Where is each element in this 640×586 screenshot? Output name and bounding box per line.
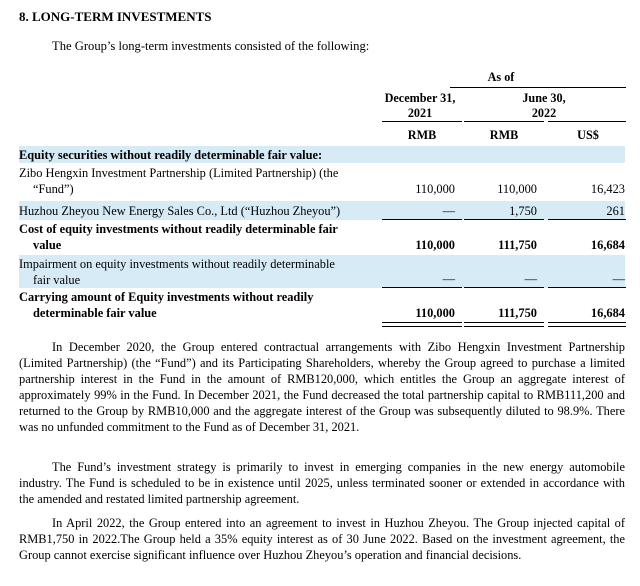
value-dec-2021: — [442, 272, 455, 286]
total-double-rule [464, 322, 544, 327]
value-jun-2022-usd: — [612, 272, 625, 286]
header-rule [450, 87, 626, 88]
col-jun-2022-header: June 30, 2022 [522, 91, 566, 120]
table-row [19, 221, 625, 255]
currency-rmb-1: RMB [407, 128, 437, 142]
col-dec-2021-header: December 31, 2021 [384, 91, 456, 120]
value-jun-2022-rmb: — [524, 272, 537, 286]
paragraph-fund-strategy: The Fund’s investment strategy is primarily to invest in emerging companies in the new energy automobile industry. The Fund is scheduled to be in existence until 2025, unless terminated sooner or extended in accordance with the amended and restated limited partnership agreement. [19, 460, 625, 506]
paragraph-huzhou-investment: In April 2022, the Group entered into an agreement to invest in Huzhou Zheyou. The Group injected capital of RMB1,750 in 2022.The Group held a 35% equity interest as of 30 June 2022. Based on the investment agreement, the Group cannot exercise significant influence over Huzhou Zheyou’s operation and financial decisions. [19, 516, 625, 562]
as-of-header: As of [487, 70, 515, 84]
value-dec-2021: — [442, 204, 455, 218]
table-row [19, 201, 625, 220]
value-dec-2021: 110,000 [415, 306, 455, 320]
currency-usd: US$ [577, 128, 599, 142]
row-label: Carrying amount of Equity investments without readily determinable fair value [19, 290, 314, 320]
row-label: Zibo Hengxin Investment Partnership (Limited Partnership) (the “Fund”) [19, 166, 339, 196]
table-row [19, 165, 625, 199]
paragraph-fund-arrangement: In December 2020, the Group entered contractual arrangements with Zibo Hengxin Investment Partnership (Limited Partnership) (the “Fund”) and its Participating Shareholders, whereby the Group agreed to purchase a limited partnership interest in the Fund in the amount of RMB120,000, which entitles the Group an aggregate interest of approximately 99% in the Fund. In December 2021, the Fund decreased the total partnership capital to RMB111,200 and returned to the Group by RMB10,000 and the aggregate interest of the Group was subsequently diluted to 98.9%. There was no unfunded commitment to the Fund as of December 31, 2021. [19, 340, 625, 434]
value-jun-2022-rmb: 111,750 [498, 238, 537, 252]
section-intro: The Group’s long-term investments consisted of the following: [52, 39, 370, 53]
table-row [19, 146, 625, 163]
value-jun-2022-rmb: 1,750 [509, 204, 537, 218]
value-dec-2021: 110,000 [415, 238, 455, 252]
row-label: Impairment on equity investments without readily determinable fair value [19, 257, 335, 287]
currency-rmb-2: RMB [489, 128, 519, 142]
table-row [19, 289, 625, 323]
value-jun-2022-rmb: 110,000 [497, 182, 537, 196]
value-jun-2022-usd: 16,423 [590, 182, 625, 196]
total-double-rule [548, 322, 626, 327]
value-jun-2022-usd: 261 [606, 204, 625, 218]
total-double-rule [382, 322, 462, 327]
col3-rule [548, 121, 626, 122]
value-jun-2022-rmb: 111,750 [498, 306, 537, 320]
value-dec-2021: 110,000 [415, 182, 455, 196]
col2-rule [464, 121, 544, 122]
section-heading: 8. LONG-TERM INVESTMENTS [19, 9, 212, 24]
value-jun-2022-usd: 16,684 [590, 238, 625, 252]
table-row [19, 255, 625, 288]
row-label: Cost of equity investments without readily determinable fair value [19, 222, 338, 252]
row-label: Huzhou Zheyou New Energy Sales Co., Ltd (“Huzhou Zheyou”) [19, 204, 341, 218]
value-jun-2022-usd: 16,684 [590, 306, 625, 320]
col1-rule [382, 121, 462, 122]
row-label: Equity securities without readily determinable fair value: [19, 148, 323, 162]
